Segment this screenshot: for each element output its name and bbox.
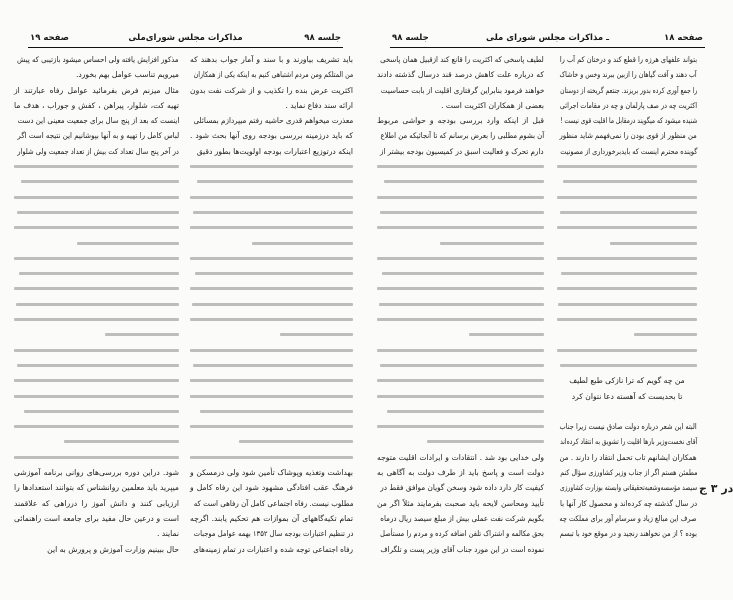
illegible-text-line: [377, 434, 544, 449]
illegible-text-line: [190, 404, 353, 419]
text-line-content: صرف این مبالغ زیاد و سرسام آور برای مملکت چه: [559, 513, 697, 523]
text-line-content: فرهنگ عقب افتادگی مشهود شود این رفاه کامل و: [190, 483, 353, 493]
illegible-text-line: [557, 174, 697, 189]
text-line: [14, 67, 179, 82]
text-line-content: اینست که بعد از پنج سال برای جمعیت معینی این دست: [17, 116, 179, 126]
text-line: [190, 83, 353, 98]
text-line: [14, 52, 179, 67]
illegible-text-line: [377, 327, 544, 342]
page-number: صفحه ۱۹: [30, 33, 69, 43]
text-line-content: بوده ؟ از من نخواهند رنجید و در موقع خود با تبسم: [559, 529, 697, 539]
text-line-content: در سال گذشته چه کرده‌اند و محصول کار آنها با: [559, 498, 697, 508]
text-line: [14, 465, 179, 480]
illegible-text-line: [14, 281, 179, 296]
illegible-text-line: [557, 190, 697, 205]
text-line-content: اینکه درتوزیع اعتبارات بودجه اولویت‌ها بطور دقیق: [196, 146, 353, 156]
illegible-text-line: [557, 281, 697, 296]
running-title: مذاکرات مجلس شورای‌ملی: [128, 33, 243, 43]
text-line-content: مثال میزنم فرض بفرمائید عوامل رفاه عبارتند از: [14, 85, 179, 95]
illegible-text-line: [190, 174, 353, 189]
illegible-text-line: [190, 251, 353, 266]
text-line: [377, 52, 544, 67]
illegible-text-line: [377, 419, 544, 434]
text-line-content: است و درعین حال مفید برای جامعه است راهنمائی: [14, 513, 179, 523]
text-line: [557, 434, 697, 449]
text-line-content: معذرت میخواهم قدری حاشیه رفتم میپردازم بمسائلی: [193, 116, 353, 126]
illegible-text-line: [557, 159, 697, 174]
session-number: جلسه ۹۸: [304, 33, 341, 43]
text-line-content: در تنظیم اعتبارات بودجه سال ۱۳۵۲ بهمه عوامل موجبات: [193, 529, 353, 539]
text-line: [14, 526, 179, 541]
text-column-right: [190, 52, 353, 557]
illegible-text-line: [190, 373, 353, 388]
text-line-content: بعضی از همکاران اکثریت است .: [441, 100, 544, 110]
text-line: [557, 496, 697, 511]
illegible-text-line: [557, 358, 697, 373]
illegible-text-line: [14, 373, 179, 388]
text-line: [557, 511, 697, 526]
illegible-text-line: [14, 434, 179, 449]
illegible-text-line: [557, 220, 697, 235]
text-line-content: اکثریت عرض بنده را تکذیب و از شرکت نفت بدون: [190, 85, 353, 95]
text-line-content: همکاران ایشانهم تاب تحمل انتقاد را دارند . من: [559, 452, 697, 462]
text-line: [557, 480, 697, 495]
text-line: [377, 480, 544, 495]
text-line-content: لباس کامل را تهیه و به آنها بپوشانیم این نتیجه است اگر: [17, 131, 179, 141]
page-number: صفحه ۱۸: [664, 33, 703, 43]
text-line: [557, 465, 697, 480]
text-line: [190, 465, 353, 480]
text-line: [190, 67, 353, 82]
page-header: [28, 33, 343, 48]
illegible-text-line: [557, 236, 697, 251]
illegible-text-line: [377, 190, 544, 205]
text-line: [377, 496, 544, 511]
illegible-text-line: [377, 358, 544, 373]
text-line-content: من منظور از قوی بودن را نمی‌فهمم شاید منظور: [559, 131, 697, 141]
text-line-content: بحق مکالمه و اشتراک تلفن اضافه کرده و مردم را مستأصل: [380, 529, 544, 539]
illegible-text-line: [377, 297, 544, 312]
text-line-content: آقای نخست‌وزیر بارها اقلیت را تشویق به انتقاد کرده‌اند: [559, 437, 697, 447]
text-column-left: [14, 52, 179, 557]
text-line-content: من چه گویم که ترا نازکی طبع لطیف: [569, 376, 685, 386]
text-line-content: حال ببینیم وزارت آموزش و پرورش به این: [47, 544, 179, 554]
illegible-text-line: [190, 297, 353, 312]
text-line-content: لطیف پاسخی که اکثریت را قانع کند ازقبیل همان پاسخی: [380, 55, 544, 64]
illegible-text-line: [377, 343, 544, 358]
text-line-content: بگویم شرکت نفت عملی بیش از مبلغ سیصد ریال درماه: [380, 513, 544, 523]
right-page: [365, 0, 731, 600]
illegible-text-line: [377, 266, 544, 281]
illegible-text-line: [557, 327, 697, 342]
text-line-content: شنیده میشود که میگویند درمقابل ما اقلیت قوی نیست !: [559, 116, 697, 126]
text-line: [557, 128, 697, 143]
illegible-text-line: [377, 389, 544, 404]
text-line-content: مطلوب نیست. رفاه اجتماعی کامل آن رفاهی است که: [193, 498, 353, 508]
illegible-text-line: [190, 281, 353, 296]
text-line: [377, 542, 544, 557]
text-line: [14, 113, 179, 128]
illegible-text-line: [190, 327, 353, 342]
poem-verse: [557, 373, 697, 388]
text-line: [377, 128, 544, 143]
illegible-text-line: [377, 236, 544, 251]
text-line-content: من المتلکم ومن مردم اشتباهی کنیم به اینکه یکی از همکاران: [193, 70, 353, 80]
text-line-content: نموده است در این مورد جناب آقای وزیر پست و تلگراف: [380, 544, 544, 554]
text-line: [377, 526, 544, 541]
text-line: [14, 98, 179, 113]
text-line-content: بتواند علفهای هرزه را قطع کند و درختان کم آب را: [559, 55, 697, 64]
handwritten-margin-note: در ۳ ج: [699, 482, 733, 495]
illegible-text-line: [557, 205, 697, 220]
text-line-content: تأیید ومحاسن لایحه باید صحبت بفرمایند مثلاً اگر من: [377, 498, 544, 508]
text-line: [557, 113, 697, 128]
illegible-text-line: [14, 312, 179, 327]
text-line: [190, 52, 353, 67]
text-line-content: آب دهند و آفت گیاهان را ازبین ببرند وخس و خاشاک: [559, 70, 697, 80]
text-line: [190, 128, 353, 143]
left-page: [0, 0, 365, 600]
illegible-text-line: [14, 419, 179, 434]
text-line-content: کیفیت کار دارد داده شود وسخن گویان موافق فقط در: [380, 483, 544, 493]
text-line: [377, 450, 544, 465]
illegible-text-line: [14, 220, 179, 235]
text-line-content: اکثریت چه در صف پارلمان و چه در مقامات اجرائی: [559, 100, 697, 110]
text-line: [557, 526, 697, 541]
text-line: [14, 542, 179, 557]
text-line-content: دولت است و پاسخ باید از طرف دولت به آگاهی به: [377, 468, 544, 478]
illegible-text-line: [377, 159, 544, 174]
text-line-content: باید تشریف بیاورند و با سند و آمار جواب بدهند که: [190, 55, 353, 64]
text-line-content: میرویم تناسب عوامل بهم بخورد.: [75, 70, 179, 80]
text-line-content: دارم تحرک و فعالیت اسبق در کمیسیون بودجه بیشتر از: [380, 146, 544, 156]
text-line-content: آن بشوم مطلبی را بعرض برسانم که تا آنجائیکه من اطلاع: [380, 131, 544, 141]
illegible-text-line: [190, 205, 353, 220]
text-line: [190, 480, 353, 495]
text-line: [377, 83, 544, 98]
text-line: [377, 98, 544, 113]
text-line-content: که باید درزمینه بررسی بودجه روی آنها بحث شود .: [190, 131, 353, 141]
text-line-content: گوینده محترم اینست که بایدبرخورداری از مصونیت: [559, 146, 697, 156]
illegible-text-line: [190, 220, 353, 235]
page-header: [390, 33, 705, 48]
poem-verse: [557, 389, 697, 404]
illegible-text-line: [377, 281, 544, 296]
text-line: [557, 67, 697, 82]
text-line-content: ولی خدایی بود شد . انتقادات و ایرادات اقلیت متوجه: [377, 452, 544, 462]
illegible-text-line: [190, 236, 353, 251]
text-line-content: که درباره علت کاهش درصد قند درسال گذشته دادند: [377, 70, 544, 80]
session-number: جلسه ۹۸: [392, 33, 429, 43]
text-line-content: قبل از اینکه وارد بررسی بودجه و حواشی مربوط: [377, 116, 544, 126]
text-line: [190, 542, 353, 557]
text-line: [557, 52, 697, 67]
text-line: [377, 67, 544, 82]
illegible-text-line: [190, 389, 353, 404]
illegible-text-line: [190, 343, 353, 358]
text-line-content: بهداشت وتغذیه وپوشاک تأمین شود ولی درمسکن و: [190, 468, 353, 478]
illegible-text-line: [557, 312, 697, 327]
text-line-content: سیصد مؤسسه‌وشعبه‌تحقیقاتی وابسته بوزارت کشاورزی: [559, 483, 697, 493]
text-line: [190, 144, 353, 159]
text-line: [14, 511, 179, 526]
illegible-text-line: [557, 266, 697, 281]
text-line: [557, 83, 697, 98]
text-line: [190, 496, 353, 511]
text-line: [190, 98, 353, 113]
illegible-text-line: [14, 343, 179, 358]
illegible-text-line: [377, 174, 544, 189]
illegible-text-line: [557, 251, 697, 266]
spacer: [557, 404, 697, 419]
illegible-text-line: [190, 434, 353, 449]
text-line-content: در آخر پنج سال تعداد کت بیش از تعداد جمعیت ولی شلوار: [17, 146, 179, 156]
illegible-text-line: [14, 190, 179, 205]
text-line: [14, 128, 179, 143]
text-line-content: تا بحدیست که آهسته دعا نتوان کرد: [571, 391, 683, 401]
illegible-text-line: [14, 297, 179, 312]
text-line: [377, 144, 544, 159]
illegible-text-line: [557, 343, 697, 358]
text-line: [557, 419, 697, 434]
text-line-content: خواهند فرمود بنابراین گرفتاری اقلیت از بابت حساسیت: [380, 85, 544, 95]
text-line-content: مذکور افزایش یافته ولی احساس میشود بازتیبی که پیش: [17, 55, 179, 64]
text-line: [14, 480, 179, 495]
illegible-text-line: [377, 205, 544, 220]
illegible-text-line: [14, 358, 179, 373]
text-line: [377, 113, 544, 128]
illegible-text-line: [377, 220, 544, 235]
illegible-text-line: [14, 404, 179, 419]
text-line-content: تهیه کت، شلوار، پیراهن ، کفش و جوراب ، هدف ما: [14, 100, 179, 110]
text-line: [377, 465, 544, 480]
illegible-text-line: [14, 251, 179, 266]
text-line: [557, 144, 697, 159]
illegible-text-line: [14, 327, 179, 342]
text-line: [190, 526, 353, 541]
running-title: ـ مذاکرات مجلس شورای ملی: [485, 33, 610, 43]
text-line-content: مطمئن هستم اگر از جناب وزیر کشاورزی سؤال کنم: [559, 468, 697, 478]
text-line: [377, 511, 544, 526]
illegible-text-line: [377, 251, 544, 266]
illegible-text-line: [190, 358, 353, 373]
illegible-text-line: [190, 419, 353, 434]
text-line-content: رفاه اجتماعی توجه شده و اعتبارات در تمام زمینه‌های: [193, 544, 353, 554]
illegible-text-line: [14, 266, 179, 281]
illegible-text-line: [557, 297, 697, 312]
text-line: [14, 83, 179, 98]
illegible-text-line: [377, 312, 544, 327]
text-line: [190, 113, 353, 128]
text-line: [14, 496, 179, 511]
illegible-text-line: [190, 450, 353, 465]
illegible-text-line: [14, 174, 179, 189]
illegible-text-line: [190, 266, 353, 281]
illegible-text-line: [377, 373, 544, 388]
text-column-left: [377, 52, 544, 557]
text-line: [14, 144, 179, 159]
illegible-text-line: [14, 205, 179, 220]
illegible-text-line: [377, 404, 544, 419]
text-line: [190, 511, 353, 526]
text-line-content: شود. دراین دوره بررسی‌های روانی برنامه آموزشی: [14, 468, 179, 478]
illegible-text-line: [190, 159, 353, 174]
text-line-content: البته این شعر درباره دولت صادق نیست زیرا جناب: [559, 422, 697, 432]
text-column-right: [557, 52, 697, 542]
text-line-content: نمایند .: [156, 529, 179, 539]
text-line: [557, 450, 697, 465]
illegible-text-line: [14, 450, 179, 465]
illegible-text-line: [14, 236, 179, 251]
text-line: [557, 98, 697, 113]
text-line-content: را جمع آوری کرده بدور بریزند. جنتعم گریخته از دوستان: [559, 85, 697, 95]
text-line-content: ارزیابی کنند و دانش آموز را درراهی که علاقمند: [14, 498, 179, 508]
illegible-text-line: [190, 190, 353, 205]
text-line-content: تمام تکیه‌گاههای آن بموازات هم تحکیم یابند. اگرچه: [190, 513, 353, 523]
text-line-content: ارائه سند دفاع نماید .: [285, 100, 353, 110]
text-line-content: میپرید باید معلمین روانشناس که بتوانند استعدادها را: [14, 483, 179, 493]
illegible-text-line: [14, 159, 179, 174]
illegible-text-line: [190, 312, 353, 327]
illegible-text-line: [14, 389, 179, 404]
